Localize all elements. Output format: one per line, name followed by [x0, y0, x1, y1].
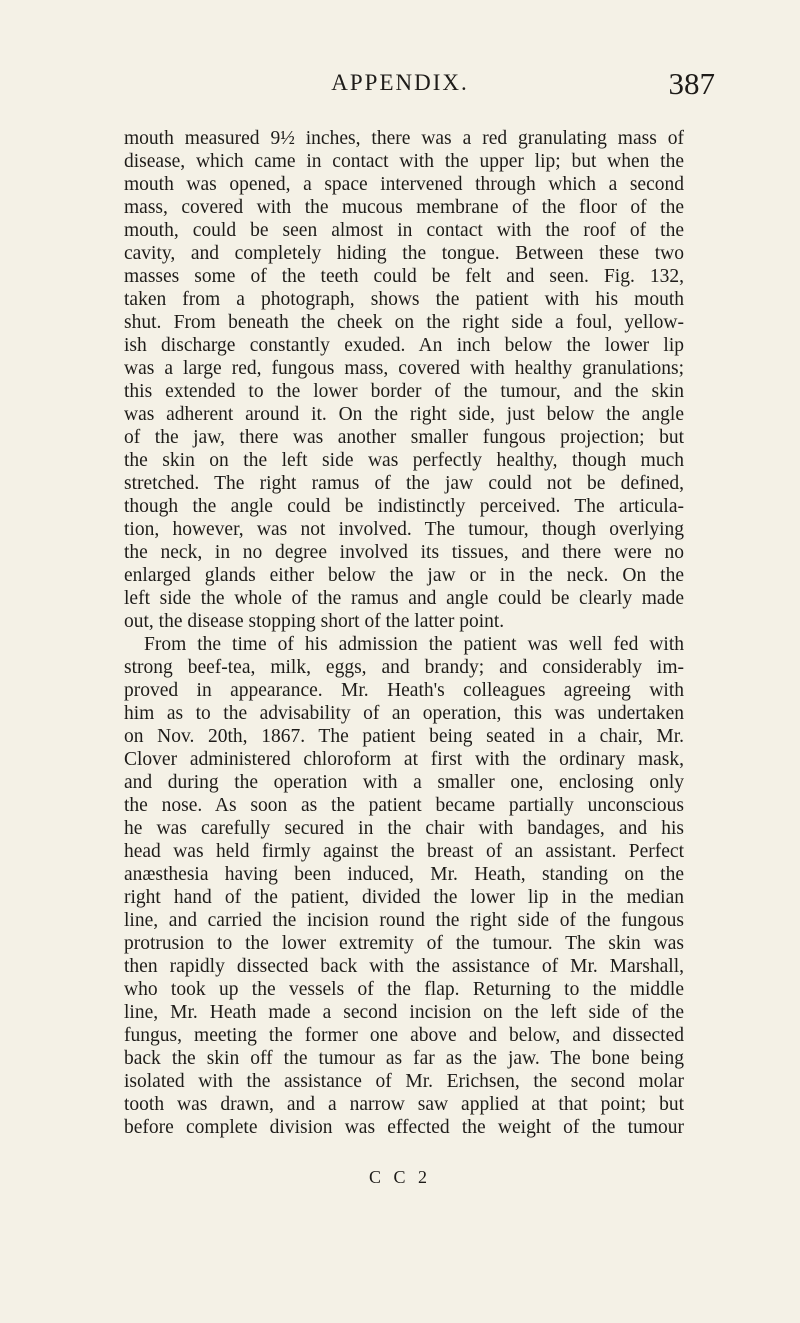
signature-mark: C C 2	[368, 1167, 431, 1187]
text-line: line, and carried the incision round the right side of the fungous	[124, 910, 684, 931]
running-head: APPENDIX.	[331, 70, 469, 95]
text-line: back the skin off the tumour as far as the jaw. The bone being	[124, 1048, 684, 1069]
text-line: Clover administered chloroform at first with the ordinary mask,	[124, 749, 684, 770]
text-line: before complete division was effected the weight of the tumour	[124, 1117, 684, 1138]
text-line: anæsthesia having been induced, Mr. Heath, standing on the	[124, 864, 684, 885]
text-line: left side the whole of the ramus and angle could be clearly made	[124, 588, 684, 609]
text-line: this extended to the lower border of the tumour, and the skin	[124, 381, 684, 402]
text-line: on Nov. 20th, 1867. The patient being seated in a chair, Mr.	[124, 726, 684, 747]
text-line: disease, which came in contact with the upper lip; but when the	[124, 151, 684, 172]
text-line: protrusion to the lower extremity of the tumour. The skin was	[124, 933, 684, 954]
text-line: proved in appearance. Mr. Heath's colleagues agreeing with	[124, 680, 684, 701]
text-line: mouth measured 9½ inches, there was a red granulating mass of	[124, 128, 684, 149]
text-line: line, Mr. Heath made a second incision on the left side of the	[124, 1002, 684, 1023]
text-line: then rapidly dissected back with the assistance of Mr. Marshall,	[124, 956, 684, 977]
text-line: the neck, in no degree involved its tissues, and there were no	[124, 542, 684, 563]
text-line: taken from a photograph, shows the patient with his mouth	[124, 289, 684, 310]
text-line: mouth was opened, a space intervened through which a second	[124, 174, 684, 195]
text-line: mass, covered with the mucous membrane of the floor of the	[124, 197, 684, 218]
text-line: of the jaw, there was another smaller fungous projection; but	[124, 427, 684, 448]
text-line: tooth was drawn, and a narrow saw applied at that point; but	[124, 1094, 684, 1115]
text-line: he was carefully secured in the chair with bandages, and his	[124, 818, 684, 839]
page-header	[0, 66, 800, 110]
text-line: fungus, meeting the former one above and below, and dissected	[124, 1025, 684, 1046]
text-line: the skin on the left side was perfectly healthy, though much	[124, 450, 684, 471]
text-line: the nose. As soon as the patient became partially unconscious	[124, 795, 684, 816]
text-line: mouth, could be seen almost in contact with the roof of the	[124, 220, 684, 241]
text-line: cavity, and completely hiding the tongue. Between these two	[124, 243, 684, 264]
page-number: 387	[668, 66, 715, 101]
text-line: head was held firmly against the breast of an assistant. Perfect	[124, 841, 684, 862]
text-line: and during the operation with a smaller one, enclosing only	[124, 772, 684, 793]
text-line: though the angle could be indistinctly perceived. The articula-	[124, 496, 684, 517]
paragraph-end-line: out, the disease stopping short of the latter point.	[124, 611, 505, 632]
text-line: shut. From beneath the cheek on the right side a foul, yellow-	[124, 312, 684, 333]
text-line: was adherent around it. On the right side, just below the angle	[124, 404, 684, 425]
text-line: tion, however, was not involved. The tumour, though overlying	[124, 519, 684, 540]
text-line: ish discharge constantly exuded. An inch below the lower lip	[124, 335, 684, 356]
text-line: stretched. The right ramus of the jaw could not be defined,	[124, 473, 684, 494]
text-line: who took up the vessels of the flap. Returning to the middle	[124, 979, 684, 1000]
text-line: was a large red, fungous mass, covered with healthy granulations;	[124, 358, 684, 379]
text-line: isolated with the assistance of Mr. Erichsen, the second molar	[124, 1071, 684, 1092]
paragraph-start-line: From the time of his admission the patient was well fed with	[144, 634, 684, 655]
body-text	[124, 127, 684, 1139]
text-line: strong beef-tea, milk, eggs, and brandy; and considerably im-	[124, 657, 684, 678]
text-line: enlarged glands either below the jaw or in the neck. On the	[124, 565, 684, 586]
text-line: right hand of the patient, divided the lower lip in the median	[124, 887, 684, 908]
text-line: him as to the advisability of an operation, this was undertaken	[124, 703, 684, 724]
text-line: masses some of the teeth could be felt and seen. Fig. 132,	[124, 266, 684, 287]
